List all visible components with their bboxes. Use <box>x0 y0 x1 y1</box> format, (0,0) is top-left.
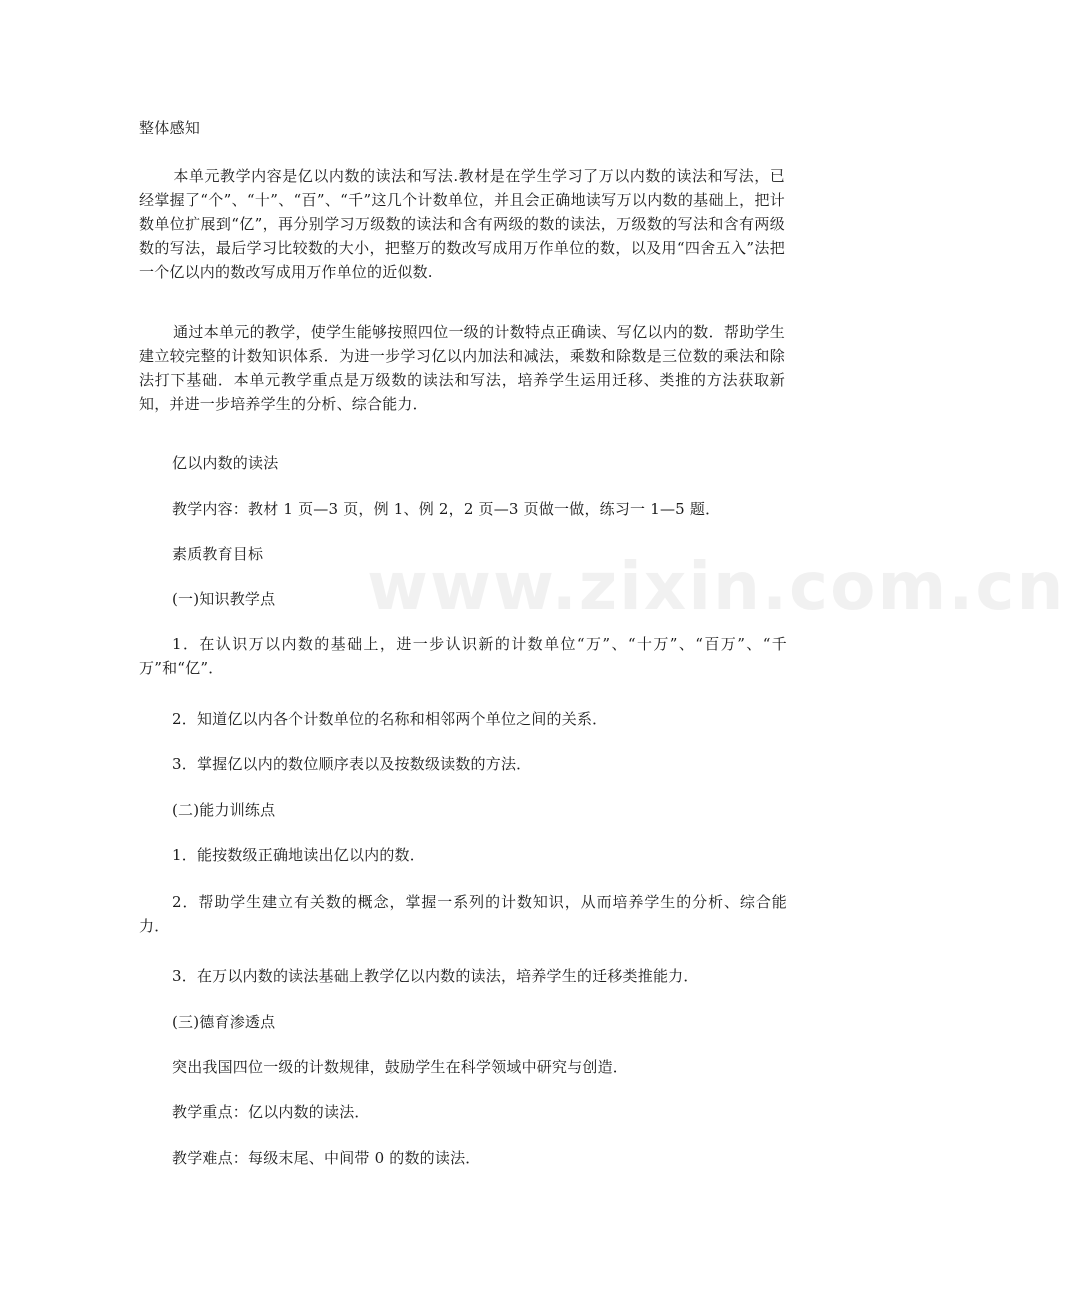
teaching-content-line: 教学内容：教材 1 页—3 页，例 1、例 2，2 页—3 页做一做，练习一 1—5 题． <box>172 500 721 518</box>
intro-paragraph-2: 通过本单元的教学，使学生能够按照四位一级的计数特点正确读、写亿以内的数．帮助学生建立较完整的计数知识体系．为进一步学习亿以内加法和减法，乘数和除数是三位数的乘法和除法打下基础．本单元教学重点是万级数的读法和写法，培养学生运用迁移、类推的方法获取新知，并进一步培养学生的分析、综合能力． <box>139 323 785 413</box>
ability-item-3: 3．在万以内数的读法基础上教学亿以内数的读法，培养学生的迁移类推能力． <box>172 967 699 985</box>
intro-paragraph-1: 本单元教学内容是亿以内数的读法和写法.教材是在学生学习了万以内数的读法和写法，已经掌握了“个”、“十”、“百”、“千”这几个计数单位，并且会正确地读写万以内数的基础上，把计数单位扩展到“亿”，再分别学习万级数的读法和含有两级的数的读法，万级数的写法和含有两级数的写法，最后学习比较数的大小，把整万的数改写成用万作单位的数，以及用“四舍五入”法把一个亿以内的数改写成用万作单位的近似数. <box>139 167 785 281</box>
watermark-logo: www.zixin.com.cn <box>367 548 1065 625</box>
ability-item-2: 2．帮助学生建立有关数的概念，掌握一系列的计数知识，从而培养学生的分析、综合能力． <box>139 893 787 935</box>
ability-points-title: (二)能力训练点 <box>172 801 276 819</box>
key-point-line: 教学重点：亿以内数的读法． <box>172 1103 370 1121</box>
lesson-title: 亿以内数的读法 <box>172 454 279 472</box>
difficulty-line: 教学难点：每级末尾、中间带 0 的数的读法． <box>172 1149 481 1167</box>
ability-item-1: 1．能按数级正确地读出亿以内的数． <box>172 846 425 864</box>
goals-title: 素质教育目标 <box>172 545 264 563</box>
knowledge-points-title: (一)知识教学点 <box>172 590 276 608</box>
knowledge-item-2: 2．知道亿以内各个计数单位的名称和相邻两个单位之间的关系． <box>172 710 608 728</box>
knowledge-item-3: 3．掌握亿以内的数位顺序表以及按数级读数的方法． <box>172 755 532 773</box>
moral-points-title: (三)德育渗透点 <box>172 1013 276 1031</box>
moral-points-text: 突出我国四位一级的计数规律，鼓励学生在科学领域中研究与创造． <box>172 1058 629 1076</box>
section-heading: 整体感知 <box>139 119 201 137</box>
knowledge-item-1: 1．在认识万以内数的基础上，进一步认识新的计数单位“万”、“十万”、“百万”、“千万”和“亿”． <box>139 635 787 677</box>
